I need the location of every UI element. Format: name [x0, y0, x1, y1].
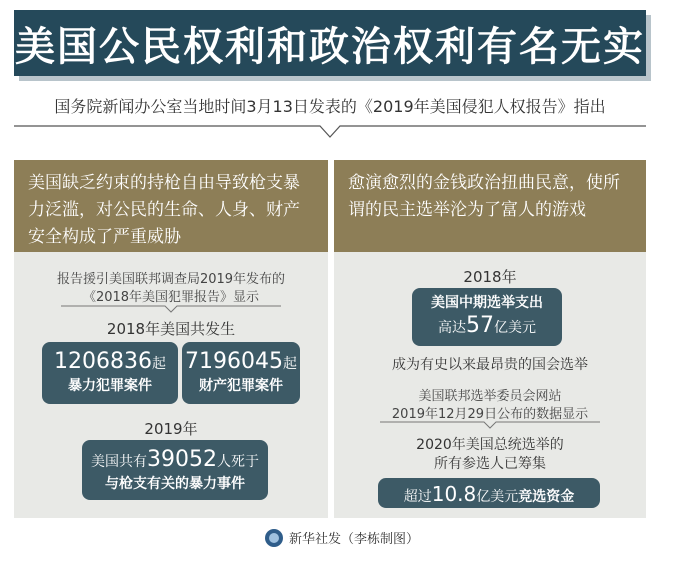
subtitle-row: [14, 92, 646, 132]
violent-crime-number: 1206836: [54, 349, 152, 374]
violent-crime-label: 暴力犯罪案件: [68, 377, 152, 394]
property-crime-label: 财产犯罪案件: [199, 377, 283, 394]
violent-crime-unit: 起: [151, 356, 166, 372]
xinhua-logo-icon: [265, 529, 283, 547]
right-source-line1: 美国联邦选举委员会网站: [418, 389, 562, 404]
left-source-line1: 报告援引美国联邦调查局2019年发布的: [56, 272, 286, 287]
gun-deaths-prefix: 美国共有: [91, 454, 147, 470]
subtitle: 国务院新闻办公室当地时间3月13日发表的《2019年美国侵犯人权报告》指出: [54, 97, 606, 116]
midterm-spending-number: 57: [466, 313, 494, 339]
gun-deaths-box: [82, 440, 268, 500]
campaign-funds-number: 10.8: [431, 482, 477, 506]
campaign-funds-unit: 亿美元: [476, 489, 519, 505]
most-expensive-note: 成为有史以来最昂贵的国会选举: [392, 357, 588, 373]
election-line2: 所有参选人已筹集: [434, 456, 546, 472]
right-source-divider: [380, 421, 600, 429]
left-year-label: 2018年美国共发生: [106, 320, 236, 338]
left-year2-label: 2019年: [144, 420, 198, 438]
page-title: 美国公民权利和政治权利有名无实: [14, 10, 646, 76]
footer-credit: [0, 528, 684, 547]
right-year-label: 2018年: [463, 268, 517, 286]
campaign-funds-prefix: 超过: [403, 489, 432, 505]
left-header: 美国缺乏约束的持枪自由导致枪支暴力泛滥，对公民的生命、人身、财产安全构成了严重威胁: [14, 160, 328, 252]
subtitle-divider: [14, 125, 646, 139]
campaign-funds-label: 竞选资金: [518, 489, 575, 505]
gun-deaths-suffix: 人死于: [217, 454, 259, 470]
left-column: [14, 160, 328, 518]
property-crime-box: [182, 342, 300, 404]
right-column: [334, 160, 646, 518]
gun-deaths-label: 与枪支有关的暴力事件: [105, 475, 245, 492]
gun-deaths-number: 39052: [147, 447, 217, 472]
left-source-divider: [61, 305, 281, 313]
election-line1: 2020年美国总统选举的: [416, 437, 564, 453]
midterm-spending-box: [412, 288, 562, 346]
midterm-spending-prefix: 高达: [438, 320, 466, 337]
right-source-line2: 2019年12月29日公布的数据显示: [391, 407, 589, 422]
midterm-spending-label: 美国中期选举支出: [431, 295, 543, 311]
property-crime-number: 7196045: [185, 349, 283, 374]
left-source-line2: 《2018年美国犯罪报告》显示: [82, 290, 260, 305]
violent-crime-box: [42, 342, 178, 404]
right-header: 愈演愈烈的金钱政治扭曲民意，使所谓的民主选举沦为了富人的游戏: [334, 160, 646, 252]
property-crime-unit: 起: [282, 356, 297, 372]
campaign-funds-box: [378, 478, 600, 508]
midterm-spending-suffix: 亿美元: [494, 320, 536, 337]
footer-text: 新华社发（李栋制图）: [288, 532, 419, 547]
